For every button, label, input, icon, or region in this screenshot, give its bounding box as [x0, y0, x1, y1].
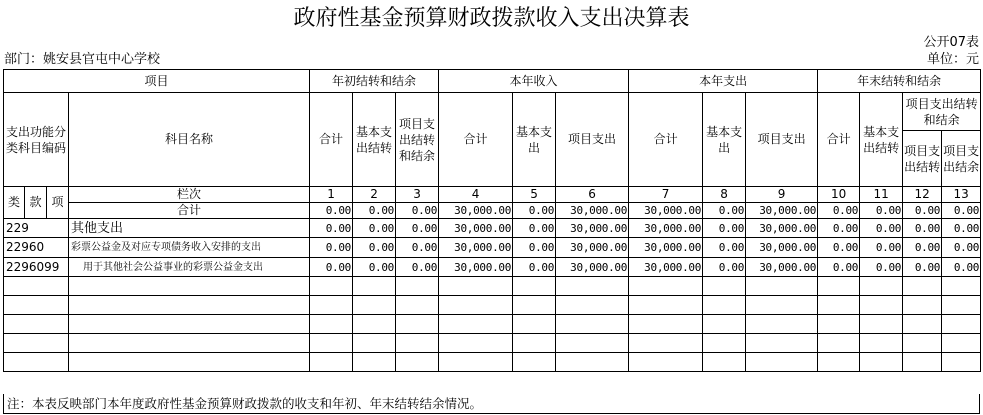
row-cell: 30,000.00 — [629, 219, 703, 238]
table-header — [4, 70, 981, 219]
total-label: 合计 — [69, 203, 310, 219]
total-cell: 0.00 — [942, 203, 981, 219]
header-item: 项目 — [4, 70, 310, 93]
total-cell: 30,000.00 — [746, 203, 818, 219]
header-xiang: 项 — [47, 187, 69, 219]
row-cell: 0.00 — [310, 238, 353, 258]
row-cell: 30,000.00 — [439, 258, 513, 277]
table-note: 注：本表反映部门本年度政府性基金预算财政拨款的收支和年初、年末结转结余情况。 — [3, 394, 980, 414]
column-number: 13 — [942, 187, 981, 203]
header-expense-basic: 基本支出 — [703, 93, 746, 187]
total-cell: 30,000.00 — [629, 203, 703, 219]
row-cell: 0.00 — [818, 238, 860, 258]
row-cell: 0.00 — [860, 258, 903, 277]
report-title: 政府性基金预算财政拨款收入支出决算表 — [293, 6, 690, 31]
header-opening-basic-carry: 基本支出结转 — [353, 93, 396, 187]
header-current-income: 本年收入 — [439, 70, 629, 93]
total-cell: 0.00 — [818, 203, 860, 219]
row-cell: 0.00 — [396, 219, 439, 238]
row-cell: 0.00 — [703, 258, 746, 277]
row-cell: 0.00 — [310, 219, 353, 238]
column-number: 8 — [703, 187, 746, 203]
row-cell: 0.00 — [818, 258, 860, 277]
column-number: 2 — [353, 187, 396, 203]
row-cell: 30,000.00 — [629, 258, 703, 277]
row-cell: 30,000.00 — [439, 238, 513, 258]
header-income-project: 项目支出 — [556, 93, 629, 187]
header-function-code: 支出功能分类科目编码 — [4, 93, 69, 187]
row-cell: 0.00 — [818, 219, 860, 238]
total-cell: 0.00 — [513, 203, 556, 219]
row-cell: 30,000.00 — [556, 238, 629, 258]
row-cell: 30,000.00 — [556, 219, 629, 238]
row-cell: 0.00 — [310, 258, 353, 277]
department-label: 部门：姚安县官屯中心学校 — [4, 52, 161, 67]
row-cell: 30,000.00 — [746, 258, 818, 277]
row-cell: 0.00 — [903, 238, 942, 258]
header-lei: 类 — [4, 187, 25, 219]
fund-budget-table — [3, 69, 981, 372]
column-number: 4 — [439, 187, 513, 203]
row-name: 用于其他社会公益事业的彩票公益金支出 — [69, 258, 310, 277]
row-cell: 30,000.00 — [746, 238, 818, 258]
row-cell: 0.00 — [942, 238, 981, 258]
total-cell: 0.00 — [903, 203, 942, 219]
column-number: 6 — [556, 187, 629, 203]
header-opening-total: 合计 — [310, 93, 353, 187]
column-number: 5 — [513, 187, 556, 203]
row-cell: 0.00 — [703, 238, 746, 258]
row-cell: 0.00 — [903, 219, 942, 238]
row-name: 其他支出 — [69, 219, 310, 238]
column-number: 3 — [396, 187, 439, 203]
total-cell: 30,000.00 — [439, 203, 513, 219]
row-cell: 30,000.00 — [629, 238, 703, 258]
total-cell: 0.00 — [860, 203, 903, 219]
row-cell: 0.00 — [353, 238, 396, 258]
header-income-total: 合计 — [439, 93, 513, 187]
row-cell: 0.00 — [353, 219, 396, 238]
table-row — [4, 258, 981, 277]
row-cell: 0.00 — [353, 258, 396, 277]
header-closing-project-carry: 项目支出结转 — [903, 131, 942, 187]
header-expense-project: 项目支出 — [746, 93, 818, 187]
header-subject-name: 科目名称 — [69, 93, 310, 187]
row-code: 22960 — [4, 238, 69, 258]
form-code: 公开07表 — [923, 35, 979, 50]
row-cell: 0.00 — [396, 258, 439, 277]
row-cell: 30,000.00 — [439, 219, 513, 238]
column-number: 10 — [818, 187, 860, 203]
empty-row — [4, 277, 981, 296]
row-name: 彩票公益金及对应专项债务收入安排的支出 — [69, 238, 310, 258]
table-row — [4, 238, 981, 258]
column-number: 12 — [903, 187, 942, 203]
row-cell: 30,000.00 — [556, 258, 629, 277]
header-closing-project-group: 项目支出结转和结余 — [903, 93, 981, 131]
row-cell: 0.00 — [513, 219, 556, 238]
header-current-expense: 本年支出 — [629, 70, 818, 93]
row-cell: 0.00 — [513, 258, 556, 277]
table-body — [4, 219, 981, 372]
row-code: 229 — [4, 219, 69, 238]
total-cell: 30,000.00 — [556, 203, 629, 219]
header-closing-project-surplus: 项目支出结余 — [942, 131, 981, 187]
total-row — [4, 203, 981, 219]
row-cell: 0.00 — [703, 219, 746, 238]
empty-row — [4, 353, 981, 372]
empty-row — [4, 315, 981, 334]
header-closing-basic-carry: 基本支出结转 — [860, 93, 903, 187]
empty-row — [4, 296, 981, 315]
total-cell: 0.00 — [353, 203, 396, 219]
total-cell: 0.00 — [310, 203, 353, 219]
header-opening-balance: 年初结转和结余 — [310, 70, 439, 93]
header-kuan: 款 — [25, 187, 47, 219]
column-number: 9 — [746, 187, 818, 203]
header-opening-project-carry-surplus: 项目支出结转和结余 — [396, 93, 439, 187]
column-index-label: 栏次 — [69, 187, 310, 203]
unit-label: 单位：元 — [926, 52, 979, 67]
row-cell: 0.00 — [860, 238, 903, 258]
header-income-basic: 基本支出 — [513, 93, 556, 187]
total-cell: 0.00 — [703, 203, 746, 219]
row-cell: 0.00 — [396, 238, 439, 258]
table-row — [4, 219, 981, 238]
row-code: 2296099 — [4, 258, 69, 277]
empty-row — [4, 334, 981, 353]
row-cell: 0.00 — [860, 219, 903, 238]
row-cell: 0.00 — [942, 258, 981, 277]
header-closing-balance: 年末结转和结余 — [818, 70, 981, 93]
row-cell: 30,000.00 — [746, 219, 818, 238]
column-number: 7 — [629, 187, 703, 203]
row-cell: 0.00 — [903, 258, 942, 277]
header-closing-total: 合计 — [818, 93, 860, 187]
row-cell: 0.00 — [942, 219, 981, 238]
column-number: 11 — [860, 187, 903, 203]
row-cell: 0.00 — [513, 238, 556, 258]
total-cell: 0.00 — [396, 203, 439, 219]
header-expense-total: 合计 — [629, 93, 703, 187]
column-number: 1 — [310, 187, 353, 203]
